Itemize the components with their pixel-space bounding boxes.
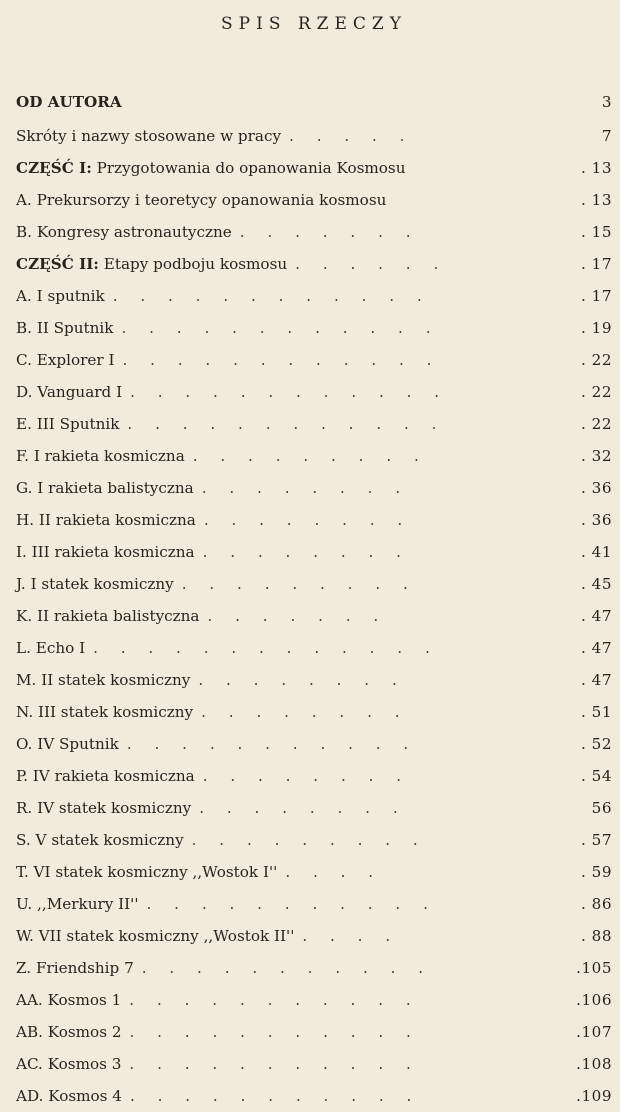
toc-leader-dots: . . . . . . . . . . . . [130, 383, 449, 401]
toc-leader-dots: . . . . . . . . . . . [129, 1055, 420, 1073]
toc-leader-dots: . . . . . . . . . [192, 447, 428, 465]
toc-entry-title [16, 440, 185, 472]
toc-entry-title [16, 216, 232, 248]
toc-page-number: . 15 [581, 223, 612, 241]
toc-entry-title [16, 1016, 122, 1048]
toc-leader-dots: . . . . . . . [207, 607, 388, 625]
toc-leader-dots: . . . . . . . . . . . . [112, 287, 431, 305]
toc-entry [16, 472, 612, 504]
toc-entry [16, 248, 612, 280]
toc-entry-title [16, 120, 281, 152]
toc-entry-title [16, 184, 386, 216]
toc-entry [16, 664, 612, 696]
toc-page-number: . 13 [581, 191, 612, 209]
toc-entry [16, 728, 612, 760]
toc-page-number: . 22 [581, 351, 612, 369]
page-title: SPIS RZECZY [221, 14, 407, 34]
toc-entry-label: D. Vanguard I [16, 383, 123, 401]
toc-leader-dots: . . . . . . . . [202, 543, 410, 561]
toc-entry-title [16, 696, 193, 728]
toc-entry-title [16, 984, 121, 1016]
toc-leader-dots: . . . . . . . . . . . [141, 959, 433, 977]
toc-page-number: . 22 [581, 415, 612, 433]
toc-entry-label: J. I statek kosmiczny [16, 575, 174, 593]
toc-entry [16, 504, 612, 536]
toc-entry-title [16, 312, 114, 344]
toc-page-number: . 52 [581, 735, 612, 753]
toc-entry-label: Skróty i nazwy stosowane w pracy [16, 127, 282, 145]
toc-page-number: . 13 [581, 159, 612, 177]
toc-leader-dots: . . . . . . . . . . . [129, 1023, 420, 1041]
toc-entry [16, 888, 612, 920]
toc-entry-label: P. IV rakieta kosmiczna [16, 767, 195, 785]
toc-entry-title [16, 248, 287, 280]
toc-entry-label: N. III statek kosmiczny [16, 703, 194, 721]
toc-entry-label: AB. Kosmos 2 [16, 1023, 122, 1041]
toc-page-number: . 36 [581, 511, 612, 529]
toc-entry-label: Etapy podboju kosmosu [98, 255, 288, 273]
toc-entry-label: AC. Kosmos 3 [16, 1055, 122, 1073]
toc-leader-dots: . . . . . . . . [198, 671, 406, 689]
toc-entry-label: Przygotowania do opanowania Kosmosu [91, 159, 406, 177]
toc-entry-title [16, 568, 174, 600]
toc-entry-label: AD. Kosmos 4 [16, 1087, 122, 1105]
toc-page-number: . 86 [581, 895, 612, 913]
toc-page-number: . 57 [581, 831, 612, 849]
toc-entry-title [16, 376, 122, 408]
toc-page-number: . 22 [581, 383, 612, 401]
toc-page-number: . 88 [581, 927, 612, 945]
toc-entry-part-prefix: CZĘŚĆ II: [16, 255, 99, 273]
toc-entry-label: E. III Sputnik [16, 415, 120, 433]
toc-entry-label: B. II Sputnik [16, 319, 114, 337]
toc-entry-title [16, 760, 195, 792]
toc-leader-dots: . . . . [302, 927, 400, 945]
toc-page-number: . 17 [581, 287, 612, 305]
toc-entry-label: A. I sputnik [16, 287, 105, 305]
toc-entry-label: F. I rakieta kosmiczna [16, 447, 185, 465]
toc-leader-dots: . . . . . . . [239, 223, 420, 241]
toc-entry [16, 696, 612, 728]
toc-entry-title [16, 408, 119, 440]
toc-entry-title [16, 504, 196, 536]
toc-entry-label: H. II rakieta kosmiczna [16, 511, 196, 529]
toc-entry-label: R. IV statek kosmiczny [16, 799, 192, 817]
toc-page-number: . 59 [581, 863, 612, 881]
toc-entry-title [16, 600, 200, 632]
toc-entry-label: T. VI statek kosmiczny ,,Wostok I'' [16, 863, 278, 881]
toc-page-number: .105 [576, 959, 612, 977]
toc-leader-dots: . . . . . . . . [202, 767, 411, 785]
toc-entry [16, 760, 612, 792]
toc-entry [16, 408, 612, 440]
toc-page-number: . 47 [581, 639, 612, 657]
toc-page-number: . 54 [581, 767, 612, 785]
toc-leader-dots: . . . . . . [295, 255, 448, 273]
toc-leader-dots: . . . . . . . . . . . [146, 895, 437, 913]
toc-page-number: 3 [601, 93, 612, 111]
toc-entry-label: A. Prekursorzy i teoretycy opanowania kosmosu [16, 191, 387, 209]
toc-entry-label: S. V statek kosmiczny [16, 831, 184, 849]
toc-leader-dots: . . . . . . . . . . . . [127, 415, 446, 433]
toc-entry [16, 440, 612, 472]
toc-entry-label: O. IV Sputnik [16, 735, 119, 753]
toc-entry [16, 824, 612, 856]
toc-entry [16, 1016, 612, 1048]
toc-entry-title [16, 792, 191, 824]
toc-entry-title [16, 344, 114, 376]
toc-entry [16, 184, 612, 216]
toc-page-number: . 19 [581, 319, 612, 337]
toc-entry-part-prefix: OD AUTORA [16, 93, 122, 111]
toc-page-number: . 47 [581, 607, 612, 625]
toc-entry [16, 312, 612, 344]
toc-entry-label: M. II statek kosmiczny [16, 671, 191, 689]
toc-entry-title [16, 280, 105, 312]
toc-leader-dots: . . . . . . . . . . . [129, 1087, 421, 1105]
toc-entry-title [16, 728, 119, 760]
toc-entry [16, 920, 612, 952]
toc-entry-title [16, 888, 139, 920]
toc-entry [16, 280, 612, 312]
toc-page-number: .107 [576, 1023, 612, 1041]
toc-entry-title [16, 856, 277, 888]
toc-leader-dots: . . . . [285, 863, 383, 881]
toc-page-number: . 36 [581, 479, 612, 497]
toc-entry [16, 600, 612, 632]
toc-entry-title [16, 1048, 121, 1080]
toc-page-number: . 45 [581, 575, 612, 593]
toc-entry-label: G. I rakieta balistyczna [16, 479, 194, 497]
toc-leader-dots: . . . . . . . . [199, 799, 407, 817]
toc-entry-label: B. Kongresy astronautyczne [16, 223, 232, 241]
toc-entry-part-prefix: CZĘŚĆ I: [16, 159, 92, 177]
toc-entry-title [16, 920, 294, 952]
toc-entry-label: U. ,,Merkury II'' [16, 895, 139, 913]
toc-entry [16, 86, 612, 120]
toc-entry [16, 792, 612, 824]
toc-entry [16, 1048, 612, 1080]
toc-entry-label: I. III rakieta kosmiczna [16, 543, 195, 561]
toc-entry-title [16, 952, 134, 984]
toc-leader-dots: . . . . . . . . . . . . [121, 319, 440, 337]
toc-entry-label: Z. Friendship 7 [16, 959, 134, 977]
toc-entry-label: K. II rakieta balistyczna [16, 607, 200, 625]
toc-entry [16, 120, 612, 152]
table-of-contents [16, 86, 612, 1112]
toc-leader-dots: . . . . . . . . . . . [129, 991, 420, 1009]
toc-leader-dots: . . . . . . . . [203, 511, 412, 529]
toc-leader-dots: . . . . . . . . . . . . [122, 351, 441, 369]
toc-leader-dots: . . . . . . . . [201, 703, 409, 721]
toc-entry-title [16, 632, 85, 664]
toc-entry-title [16, 472, 194, 504]
toc-entry-title [16, 664, 190, 696]
toc-entry [16, 216, 612, 248]
toc-leader-dots: . . . . . . . . . . . [126, 735, 418, 753]
toc-page-number: . 41 [581, 543, 612, 561]
toc-leader-dots: . . . . . . . . . [181, 575, 417, 593]
toc-entry-label: W. VII statek kosmiczny ,,Wostok II'' [16, 927, 295, 945]
toc-leader-dots: . . . . . . . . [201, 479, 410, 497]
toc-entry-label: L. Echo I [16, 639, 86, 657]
toc-page-number: . 47 [581, 671, 612, 689]
toc-entry [16, 984, 612, 1016]
toc-entry-title [16, 152, 406, 184]
toc-entry [16, 568, 612, 600]
toc-entry-label: C. Explorer I [16, 351, 115, 369]
toc-page-number: 56 [591, 799, 612, 817]
toc-leader-dots: . . . . . . . . . [191, 831, 427, 849]
toc-entry-title [16, 824, 184, 856]
toc-leader-dots: . . . . . . . . . . . . . [93, 639, 439, 657]
toc-page-number: . 51 [581, 703, 612, 721]
toc-page-number: . 17 [581, 255, 612, 273]
toc-entry [16, 952, 612, 984]
toc-page-number: .106 [576, 991, 612, 1009]
toc-entry [16, 632, 612, 664]
toc-entry-label: AA. Kosmos 1 [16, 991, 122, 1009]
toc-page-number: .108 [576, 1055, 612, 1073]
toc-entry [16, 1080, 612, 1112]
toc-leader-dots: . . . . . [289, 127, 414, 145]
toc-page-number: . 32 [581, 447, 612, 465]
toc-entry [16, 344, 612, 376]
toc-page-number: 7 [601, 127, 612, 145]
toc-entry [16, 376, 612, 408]
toc-entry [16, 152, 612, 184]
toc-entry-title [16, 536, 195, 568]
toc-entry-title [16, 86, 122, 118]
toc-page-number: .109 [576, 1087, 612, 1105]
toc-entry-title [16, 1080, 122, 1112]
toc-entry [16, 536, 612, 568]
toc-entry [16, 856, 612, 888]
